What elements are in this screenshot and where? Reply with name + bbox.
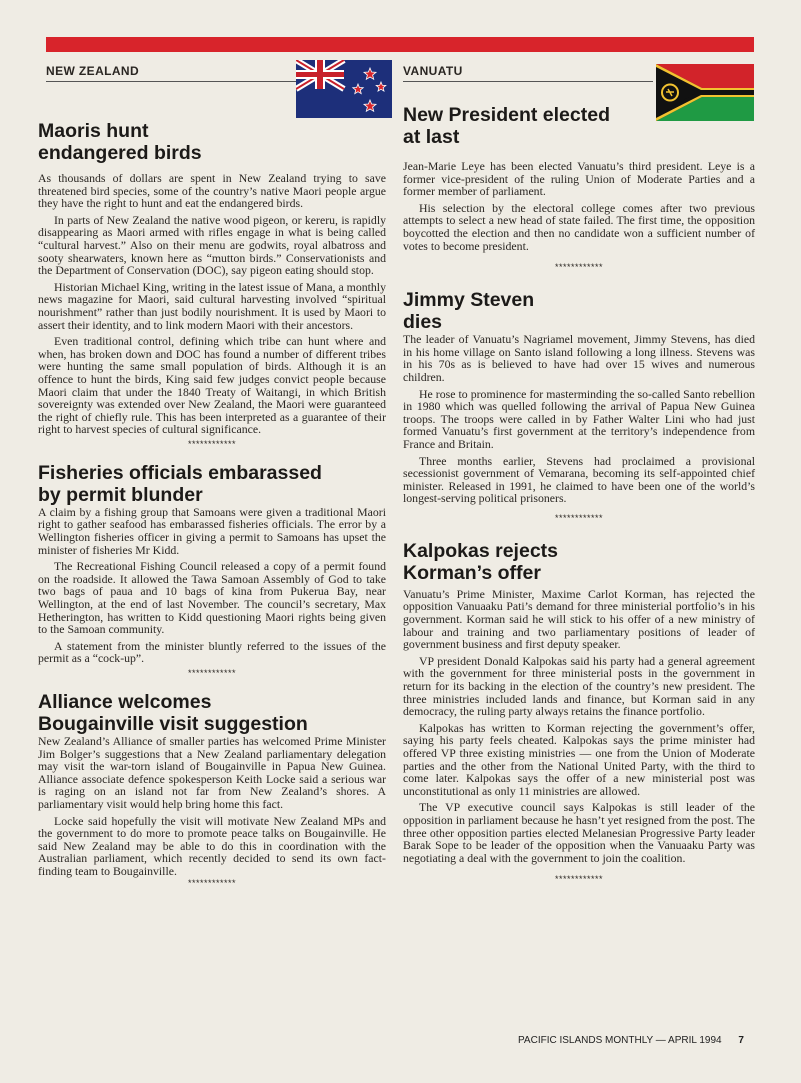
headline-jimmy-steven [403, 289, 755, 333]
headline-line-2: Korman’s offer [403, 561, 541, 584]
headline-line-1: Fisheries officials embarassed [38, 461, 322, 484]
article-paragraph: He rose to prominence for masterminding the so-called Santo rebellion in 1980 which was quelled following the arrival of Papua New Guinea troops. The troops were called in by Father Walter Lini who had just formed Vanuatu’s first government at the territory’s independence from France and Britain. [403, 386, 755, 451]
article-paragraph: Even traditional control, defining which tribe can hunt where and when, has broken down and DOC has found a number of different tribes were hunting the same small population of birds. Although it is an offence to hunt the birds, King said few judges convict people because Maori claim that under the 1840 Treaty of Waitangi, in which British sovereignty was extended over New Zealand, the Maori were guaranteed the right of chiefly rule. This has been interpreted as a guarantee of their right to harvest species of cultural significance. [38, 334, 386, 437]
headline-line-2: Bougainville visit suggestion [38, 713, 308, 735]
article-paragraph: A statement from the minister bluntly referred to the issues of the permit as a “cock-up”. [38, 638, 386, 666]
article-paragraph: The Recreational Fishing Council released a copy of a permit found on the roadside. It allowed the Tawa Samoan Assembly of God to take two bags of paua and 10 bags of kina from Pukerua Bay, near Wellington, at the end of last November. The council’s secretary, Max Hetherington, has written to Kidd questioning Maori rights being given to the Samoan community. [38, 559, 386, 637]
article-paragraph: Jean-Marie Leye has been elected Vanuatu’s third president. Leye is a former vice-president of the ruling Union of Moderate Parties and a former member of parliament. [403, 159, 755, 199]
page-number: 7 [738, 1035, 744, 1046]
section-separator: ************ [187, 668, 237, 678]
section-separator: ************ [554, 512, 604, 523]
headline-alliance-welcomes [38, 691, 386, 735]
page-footer [518, 1035, 744, 1046]
headline-line-1: Maoris hunt [38, 120, 149, 142]
article-paragraph: The leader of Vanuatu’s Nagriamel movement, Jimmy Stevens, has died in his home village on Santo island following a long illness. Stevens was in his 70s as is believed to have had over 15 wives and numerous children. [403, 332, 755, 384]
headline-line-2: endangered birds [38, 142, 202, 164]
article-paragraph: Locke said hopefully the visit will motivate New Zealand MPs and the government to do more to promote peace talks on Bougainville. He said New Zealand may be able to do this in coordination with the Australian parliament, which recently decided to send its own fact-finding team to Bougainville. [38, 813, 386, 878]
article-paragraph: In parts of New Zealand the native wood pigeon, or kereru, is rapidly disappearing as Maori armed with rifles engage in what is being called “cultural harvest.” Also on their menu are godwits, royal albatross and sooty shearwaters, known here as “mutton birds.” Conservationists and the Department of Conservation (DOC), say pigeon eating should stop. [38, 212, 386, 278]
headline-fisheries-officials [38, 462, 386, 506]
article-paragraph: New Zealand’s Alliance of smaller parties has welcomed Prime Minister Jim Bolger’s suggestions that a New Zealand parliamentary delegation may visit the war-torn island of Bougainville in Papua New Guinea. Alliance associate defence spokesperson Keith Locke said a serious war is raging on an island not far from New Zealand’s shores. A parliamentary visit would help bring home this fact. [38, 734, 386, 811]
publication-line: PACIFIC ISLANDS MONTHLY — APRIL 1994 [518, 1035, 722, 1046]
article-paragraph: Kalpokas has written to Korman rejecting the government’s offer, saying his party feels cheated. Kalpokas says the prime minister had offered VP three existing ministries — one from the Union of Moderate parties and the other from the National United Party, with the third to come later. Kalpokas says the offer of a new ministerial post was unconstitutional as only 11 ministries are allowed. [403, 720, 755, 798]
article-paragraph: Vanuatu’s Prime Minister, Maxime Carlot Korman, has rejected the opposition Vanuaaku Pati’s demand for three ministerial portfolio’s in his government. Korman said he will stick to his offer of a new ministry of labour and training and two parliamentary positions of leader of government business and first deputy speaker. [403, 586, 755, 652]
headline-maoris-hunt [38, 120, 386, 164]
headline-line-1: New President elected [403, 104, 610, 126]
article-paragraph: Three months earlier, Stevens had proclaimed a provisional secessionist government of Vemarana, becoming its self-appointed chief minister. Released in 1991, he claimed to have been one of the world’s longest-serving political prisoners. [403, 453, 755, 506]
section-separator: ************ [554, 262, 604, 273]
section-separator: ************ [554, 874, 604, 885]
article-paragraph: VP president Donald Kalpokas said his party had a general agreement with the government for three ministerial posts in the government in return for its backing in the election of the country’s new president. The three ministries included lands and finance, but Korman said in any democracy, the ruling party always retains the finance portfolio. [403, 653, 755, 719]
headline-line-1: Kalpokas rejects [403, 539, 559, 562]
section-separator: ************ [187, 877, 237, 888]
headline-line-2: by permit blunder [38, 483, 203, 506]
headline-line-2: at last [403, 126, 460, 148]
article-paragraph: His selection by the electoral college comes after two previous attempts to select a new head of state failed. The first time, the opposition boycotted the election and then no candidate won a sufficient number of votes to become president. [403, 200, 755, 253]
headline-line-2: dies [403, 311, 443, 334]
top-color-bar [46, 37, 754, 52]
section-separator: ************ [187, 438, 237, 449]
left-column [38, 62, 386, 891]
right-column [403, 62, 755, 887]
section-label-vanuatu: VANUATU [403, 62, 653, 82]
section-label-new-zealand: NEW ZEALAND [46, 62, 296, 82]
headline-kalpokas-rejects [403, 540, 755, 584]
headline-line-1: Jimmy Steven [403, 289, 535, 312]
headline-line-1: Alliance welcomes [38, 691, 212, 713]
article-paragraph: As thousands of dollars are spent in New Zealand trying to save threatened bird species, some of the country’s native Maori people argue they have the right to hunt and eat the endangered birds. [38, 171, 386, 211]
article-paragraph: Historian Michael King, writing in the latest issue of Mana, a monthly news magazine for Maori, said cultural harvesting involved “spiritual nourishment” rather than just bodily nourishment. It is used by Maori to assert their identity, and to link modern Maori with their ancestors. [38, 279, 386, 332]
article-paragraph: The VP executive council says Kalpokas is still leader of the opposition in parliament because he hasn’t yet resigned from the post. The three other opposition parties elected Melanesian Progressive Party leader Barak Sope to be leader of the opposition when the Vanuaaku Party was negotiating a deal with the government to join the coalition. [403, 800, 755, 865]
headline-new-president [403, 104, 755, 148]
article-paragraph: A claim by a fishing group that Samoans were given a traditional Maori right to gather seafood has embarassed fisheries officials. The error by a Wellington fisheries officer in giving a permit to Samoans has upset the minister of fisheries Mr Kidd. [38, 504, 386, 557]
